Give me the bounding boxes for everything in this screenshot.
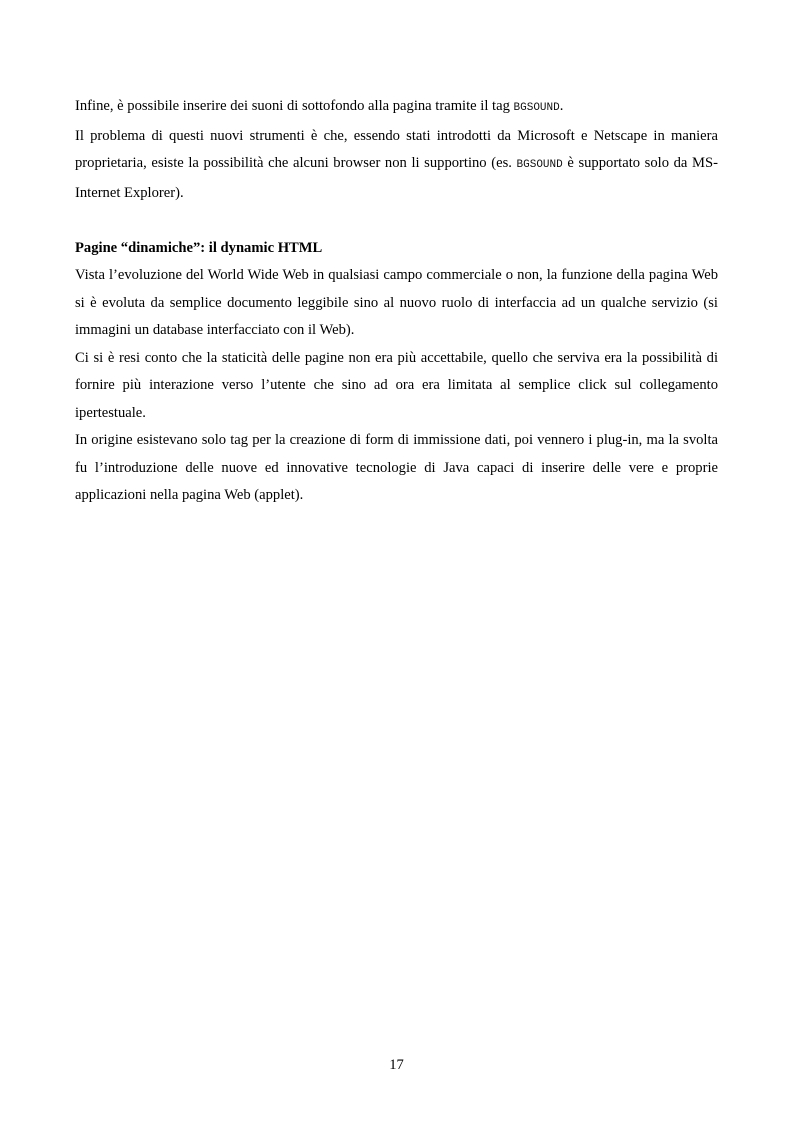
section-spacer — [75, 207, 718, 235]
paragraph-text: . — [559, 98, 564, 114]
code-bgsound: BGSOUND — [513, 102, 560, 114]
paragraph-text: Il problema di questi nuovi strumenti è che, essendo stati introdotti da Microsoft e Netscape in maniera proprietaria, esiste la possibilità che alcuni browser non li supportino (es. — [75, 127, 718, 171]
page-content — [75, 93, 718, 510]
paragraph-java-applets: In origine esistevano solo tag per la creazione di form di immissione dati, poi vennero i plug-in, ma la svolta fu l’introduzione delle nuove ed innovative tecnologie di Java capaci di inserire delle vere e proprie applicazioni nella pagina Web (applet). — [75, 432, 718, 503]
page-number: 17 — [389, 1057, 404, 1073]
code-bgsound: BGSOUND — [516, 159, 563, 171]
paragraph-bgsound-intro — [75, 93, 718, 123]
paragraph-proprietary-problem — [75, 123, 718, 208]
paragraph-text: è supportato solo da MS-Internet Explorer). — [75, 155, 718, 201]
paragraph-text: Infine, è possibile inserire dei suoni di sottofondo alla pagina tramite il tag — [75, 98, 514, 114]
paragraph-static-pages: Ci si è resi conto che la staticità delle pagine non era più accettabile, quello che serviva era la possibilità di fornire più interazione verso l’utente che sino ad ora era limitata al semplice click sul collegamento ipertestuale. — [75, 349, 718, 421]
section-heading: Pagine “dinamiche”: il dynamic HTML — [75, 239, 323, 256]
paragraph-web-evolution: Vista l’evoluzione del World Wide Web in qualsiasi campo commerciale o non, la funzione della pagina Web si è evoluta da semplice documento leggibile sino al nuovo ruolo di interfaccia ad un qualche servizio (si immagini un database interfacciato con il Web). — [75, 267, 718, 338]
